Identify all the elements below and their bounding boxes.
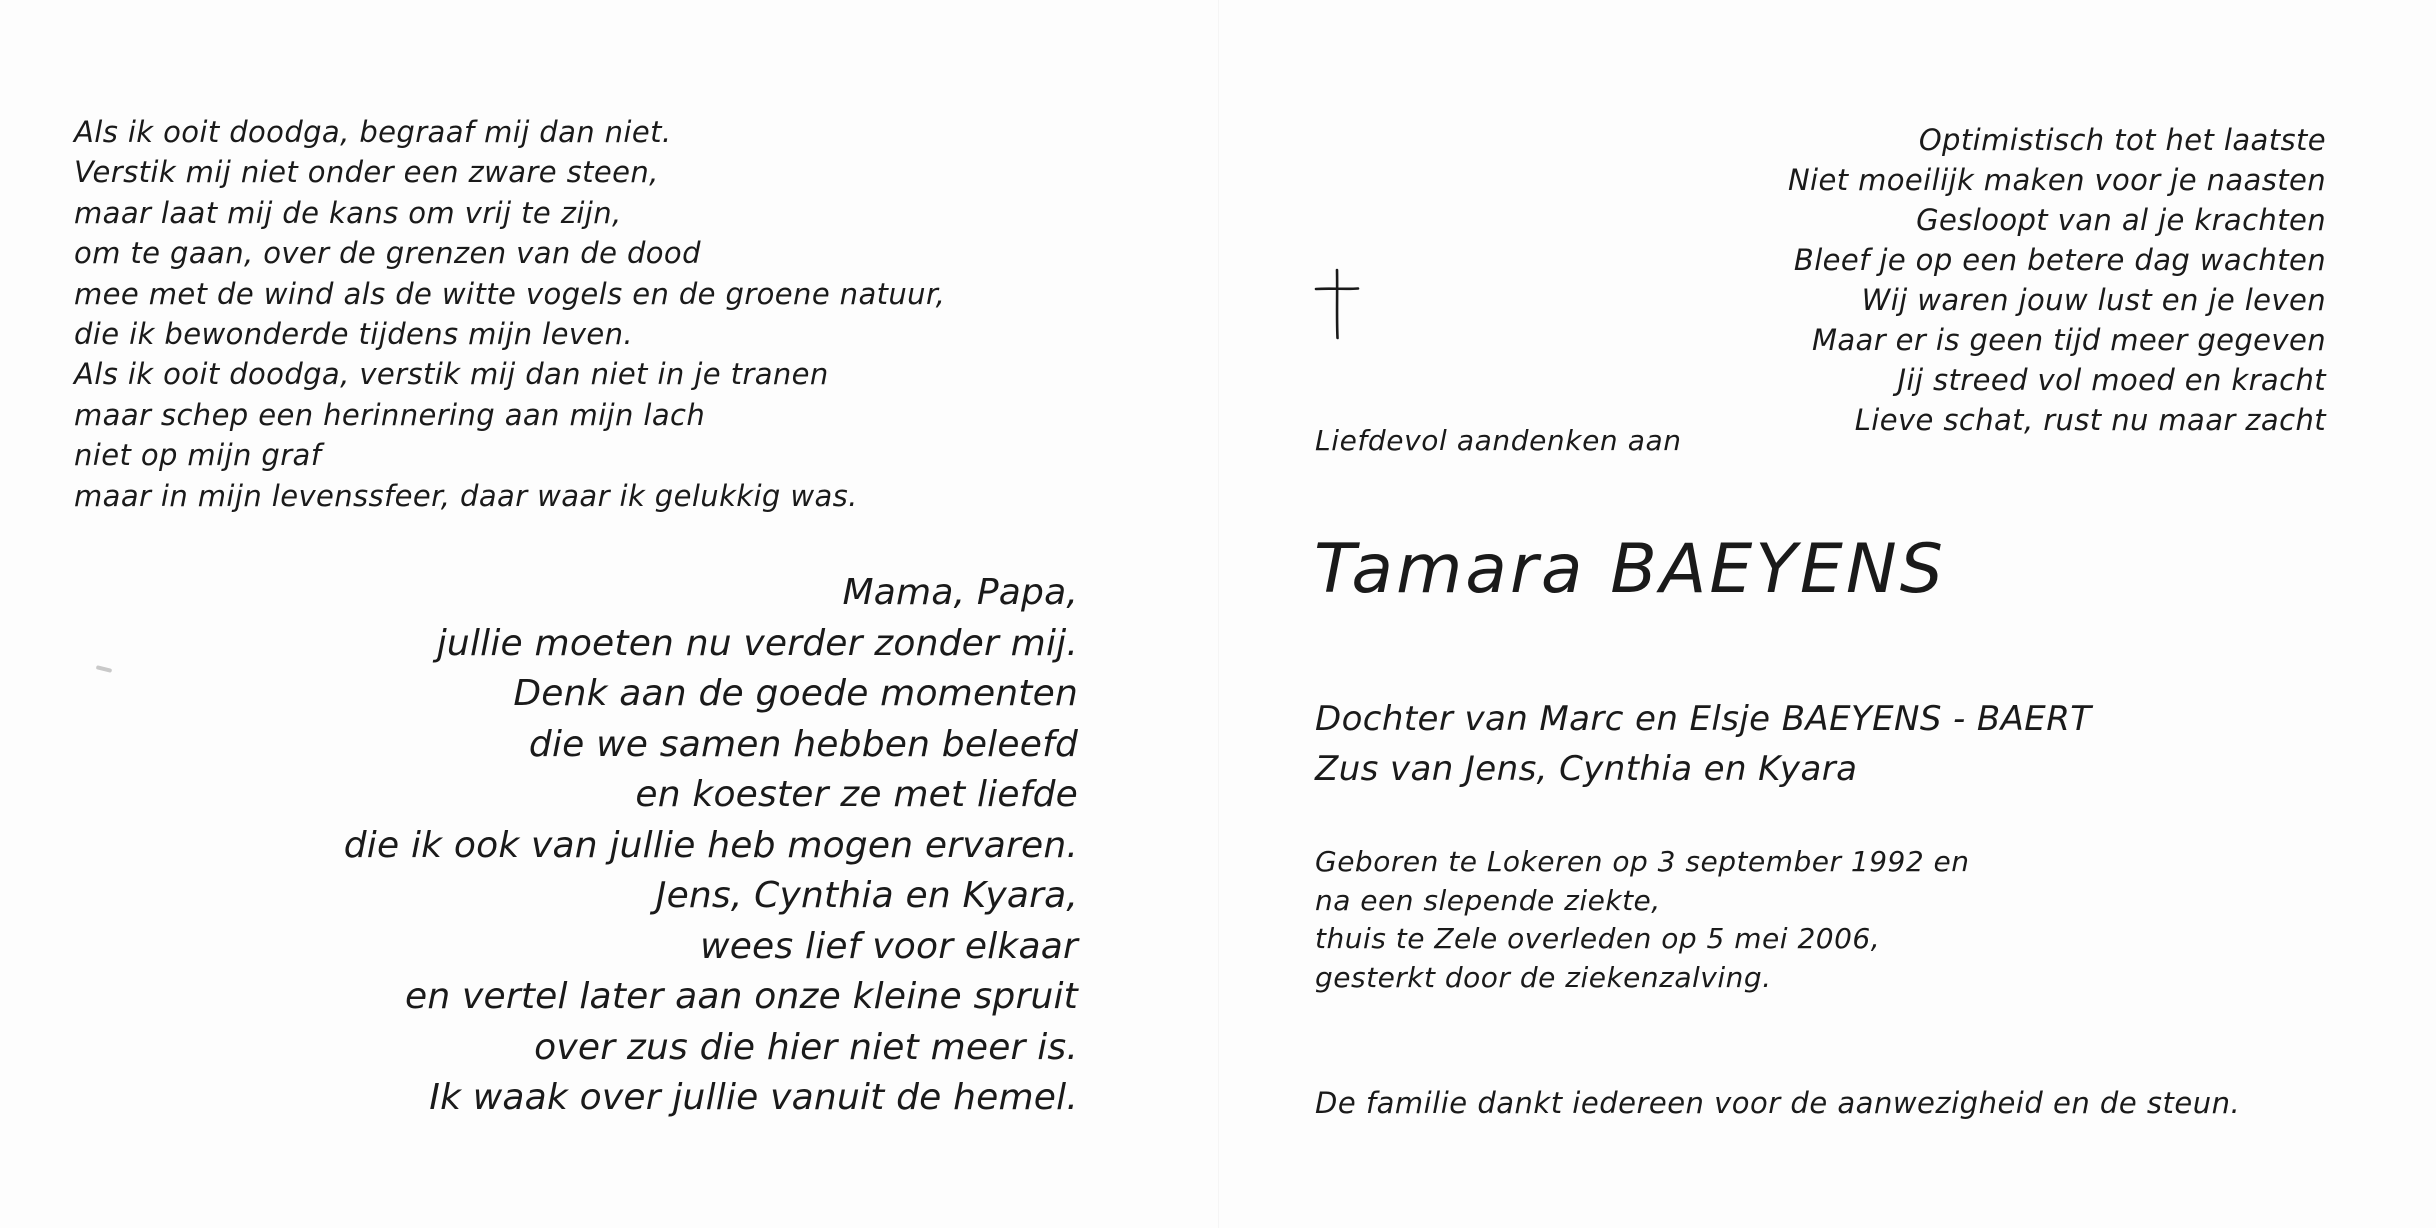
- poem-line: jullie moeten nu verder zonder mij.: [436, 622, 1078, 664]
- left-poem: [74, 112, 1094, 516]
- poem-line: Denk aan de goede momenten: [513, 673, 1078, 714]
- poem-line: Jens, Cynthia en Kyara,: [655, 875, 1078, 916]
- card-fold-line: [1218, 0, 1219, 1228]
- right-poem: [1566, 120, 2326, 440]
- info-line: thuis te Zele overleden op 5 mei 2006,: [1315, 922, 1881, 955]
- poem-line: en koester ze met liefde: [635, 774, 1078, 815]
- birth-death-info: [1315, 843, 1970, 997]
- thanks-text: De familie dankt iedereen voor de aanwezigheid en de steun.: [1315, 1086, 2241, 1120]
- poem-line: maar laat mij de kans om vrij te zijn,: [74, 195, 622, 230]
- poem-line: Maar er is geen tijd meer gegeven: [1811, 323, 2326, 357]
- poem-line: Bleef je op een betere dag wachten: [1793, 243, 2326, 277]
- deceased-name: Tamara BAEYENS: [1314, 530, 1946, 609]
- poem-line: Niet moeilijk maken voor je naasten: [1787, 163, 2326, 197]
- poem-line: Ik waak over jullie vanuit de hemel.: [429, 1077, 1078, 1118]
- sister-of-line: Zus van Jens, Cynthia en Kyara: [1315, 749, 1858, 789]
- poem-line: Als ik ooit doodga, begraaf mij dan niet.: [74, 115, 672, 149]
- poem-line: en vertel later aan onze kleine spruit: [404, 976, 1078, 1017]
- poem-line: Optimistisch tot het laatste: [1918, 123, 2326, 157]
- parents-poem: [178, 568, 1078, 1124]
- latin-cross-icon: [1310, 268, 1364, 340]
- poem-line: die ik ook van jullie heb mogen ervaren.: [343, 824, 1078, 866]
- poem-line: over zus die hier niet meer is.: [534, 1026, 1078, 1068]
- poem-line: die ik bewonderde tijdens mijn leven.: [74, 317, 634, 352]
- poem-line: wees lief voor elkaar: [700, 925, 1078, 967]
- poem-line: die we samen hebben beleefd: [528, 723, 1078, 765]
- info-line: na een slepende ziekte,: [1315, 883, 1661, 917]
- daughter-of-line: Dochter van Marc en Elsje BAEYENS - BAERT: [1315, 699, 2092, 739]
- paper-speck: [96, 665, 112, 673]
- poem-line: Mama, Papa,: [842, 572, 1078, 613]
- poem-line: Als ik ooit doodga, verstik mij dan niet in je tranen: [74, 357, 829, 392]
- poem-line: Wij waren jouw lust en je leven: [1861, 283, 2326, 317]
- poem-line: Jij streed vol moed en kracht: [1897, 363, 2326, 397]
- poem-line: maar in mijn levenssfeer, daar waar ik gelukkig was.: [74, 478, 858, 513]
- poem-line: Verstik mij niet onder een zware steen,: [74, 155, 659, 190]
- poem-line: maar schep een herinnering aan mijn lach: [74, 397, 706, 432]
- poem-line: niet op mijn graf: [74, 438, 322, 473]
- info-line: Geboren te Lokeren op 3 september 1992 en: [1315, 845, 1970, 878]
- info-line: gesterkt door de ziekenzalving.: [1315, 960, 1772, 994]
- family-block: [1315, 694, 2091, 794]
- poem-line: Gesloopt van al je krachten: [1916, 203, 2326, 237]
- poem-line: mee met de wind als de witte vogels en de groene natuur,: [74, 276, 946, 311]
- poem-line: Lieve schat, rust nu maar zacht: [1854, 403, 2326, 437]
- poem-line: om te gaan, over de grenzen van de dood: [74, 236, 701, 271]
- intro-text: Liefdevol aandenken aan: [1315, 424, 1682, 457]
